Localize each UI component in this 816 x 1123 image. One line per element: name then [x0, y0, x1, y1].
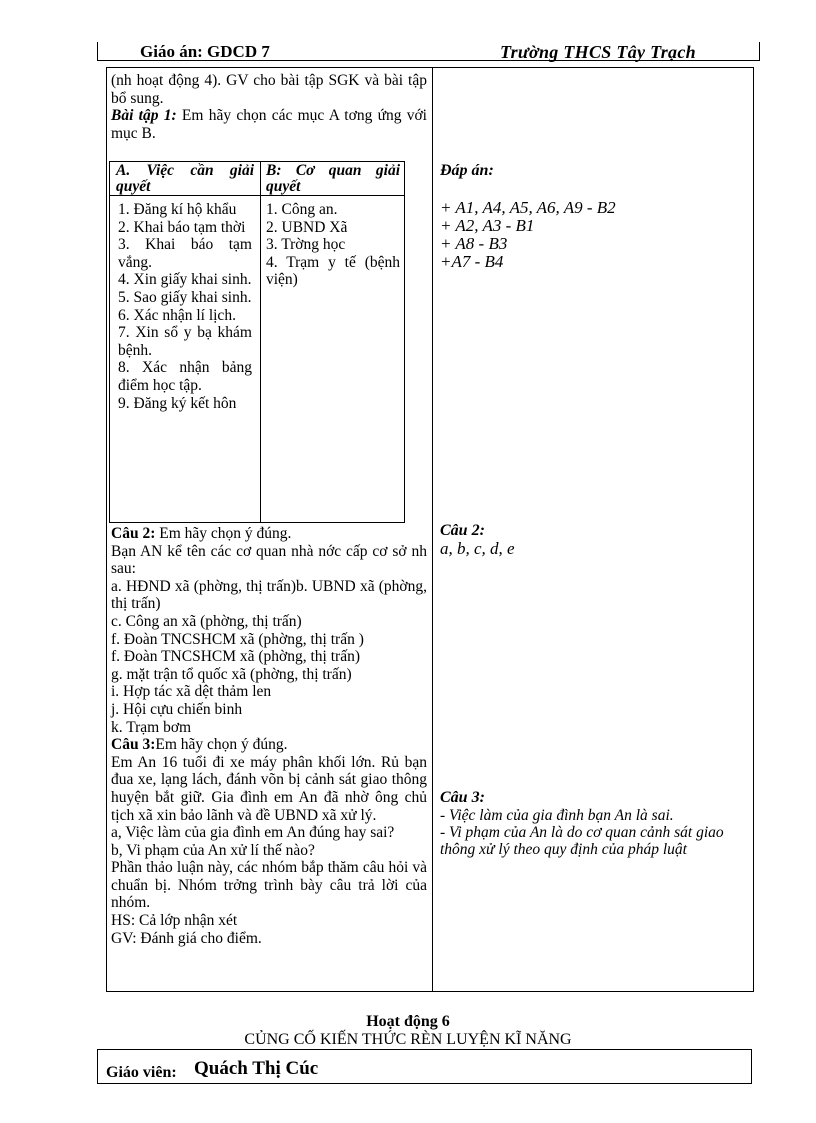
- exercise-1-label: Bài tập 1:: [111, 107, 177, 125]
- activity-title: Hoạt động 6: [366, 1013, 450, 1030]
- answer-1-line: + A8 - B3: [440, 234, 508, 253]
- teacher-name: Quách Thị Cúc: [194, 1058, 319, 1079]
- answer-1-line: +A7 - B4: [440, 252, 504, 271]
- question-2-option: j. Hội cựu chiến binh: [111, 700, 243, 718]
- question-3-part-a: a, Việc làm của gia đình em An đúng hay sai?: [111, 824, 395, 842]
- column-divider: [432, 67, 433, 992]
- answer-1-line: + A1, A4, A5, A6, A9 - B2: [440, 198, 616, 217]
- activity-subtitle: CỦNG CỐ KIẾN THỨC RÈN LUYỆN KĨ NĂNG: [244, 1031, 572, 1048]
- intro-block: [111, 72, 427, 142]
- col-a-item: 9. Đăng ký kết hôn: [118, 394, 237, 412]
- col-b-list: [266, 201, 400, 289]
- col-b-item: 3. Trờng học: [266, 236, 346, 254]
- answer-2-block: [440, 522, 750, 558]
- col-a-item: 6. Xác nhận lí lịch.: [118, 306, 236, 324]
- teacher-label: Giáo viên:: [106, 1064, 177, 1081]
- question-2-option: c. Công an xã (phờng, thị trấn): [111, 612, 302, 630]
- exercise-1: [111, 107, 427, 142]
- question-2-prompt: Em hãy chọn ý đúng.: [155, 525, 292, 542]
- question-2-heading: [111, 525, 427, 543]
- col-a-header: A. Việc cần giải quyết: [116, 162, 254, 195]
- question-3-part-b: b, Vi phạm của An xử lí thế nào?: [111, 841, 315, 859]
- answer-2-title: Câu 2:: [440, 522, 485, 539]
- col-b-item: 4. Trạm y tế (bệnh viện): [266, 253, 400, 289]
- col-b-item: 1. Công an.: [266, 201, 338, 218]
- question-2-intro: Bạn AN kể tên các cơ quan nhà nớc cấp cơ sở nh sau:: [111, 542, 427, 578]
- col-a-list: [118, 201, 252, 412]
- col-a-item: 4. Xin giấy khai sinh.: [118, 271, 252, 289]
- question-2-option: k. Trạm bơm: [111, 718, 192, 736]
- question-2-block: [111, 525, 427, 947]
- answer-3-block: [440, 789, 750, 858]
- header-subject: Giáo án: GDCD 7: [140, 42, 270, 61]
- col-a-item: 5. Sao giấy khai sinh.: [118, 288, 252, 306]
- answer-2-text: a, b, c, d, e: [440, 539, 515, 558]
- col-a-item: 3. Khai báo tạm vắng.: [118, 236, 252, 271]
- header-school: Trường THCS Tây Trạch: [500, 42, 696, 62]
- question-3-label: Câu 3:: [111, 736, 156, 754]
- question-3-story: Em An 16 tuổi đi xe máy phân khối lớn. Rủ bạn đua xe, lạng lách, đánh võn bị cảnh sát giao thông huyện bắt giữ. Gia đình em An đã nhờ ông chủ tịch xã xin bảo lãnh và đề UBND xã xử lý.: [111, 753, 427, 824]
- question-2-option: i. Hợp tác xã dệt thảm len: [111, 683, 272, 701]
- question-2-option: f. Đoàn TNCSHCM xã (phờng, thị trấn): [111, 648, 360, 666]
- col-b-item: 2. UBND Xã: [266, 218, 348, 236]
- matching-table-divider: [260, 161, 261, 523]
- answer-3-line: - Vi phạm của An là do cơ quan cảnh sát giao thông xử lý theo quy định của pháp luật: [440, 824, 724, 858]
- answer-3-line: - Việc làm của gia đình bạn An là sai.: [440, 807, 674, 824]
- student-activity: HS: Cả lớp nhận xét: [111, 912, 238, 930]
- teacher-activity: GV: Đánh giá cho điểm.: [111, 929, 262, 947]
- col-a-item: 8. Xác nhận bảng điểm học tập.: [118, 359, 252, 394]
- answer-1-title: Đáp án:: [440, 162, 494, 179]
- matching-table-header-rule: [109, 195, 405, 196]
- col-a-item: 7. Xin sổ y bạ khám bệnh.: [118, 324, 252, 359]
- col-a-item: 2. Khai báo tạm thời: [118, 218, 246, 236]
- header-left-border: [97, 42, 98, 61]
- question-3-discussion: Phần thảo luận này, các nhóm bắp thăm câu hỏi và chuẩn bị. Nhóm trởng trình bày câu trả lời của nhóm.: [111, 859, 427, 912]
- exercise-1-text: Em hãy chọn các mục A tơng ứng với mục B.: [111, 107, 427, 142]
- question-2-label: Câu 2:: [111, 525, 156, 542]
- col-b-header: B: Cơ quan giải quyết: [266, 162, 400, 195]
- intro-line: (nh hoạt động 4). GV cho bài tập SGK và bài tập bổ sung.: [111, 72, 427, 107]
- answer-1-list: [440, 199, 750, 271]
- question-2-option: a. HĐND xã (phờng, thị trấn)b. UBND xã (phờng, thị trấn): [111, 577, 427, 613]
- question-2-option: f. Đoàn TNCSHCM xã (phờng, thị trấn ): [111, 630, 364, 648]
- answer-1-line: + A2, A3 - B1: [440, 216, 535, 235]
- question-3-heading: [111, 736, 427, 754]
- col-a-item: 1. Đăng kí hộ khẩu: [118, 201, 237, 218]
- answer-3-title: Câu 3:: [440, 789, 485, 806]
- question-2-option: g. mặt trận tổ quốc xã (phờng, thị trấn): [111, 665, 352, 683]
- header-right-border: [759, 42, 760, 61]
- answer-1-block: [440, 162, 750, 180]
- question-3-prompt: Em hãy chọn ý đúng.: [155, 736, 288, 754]
